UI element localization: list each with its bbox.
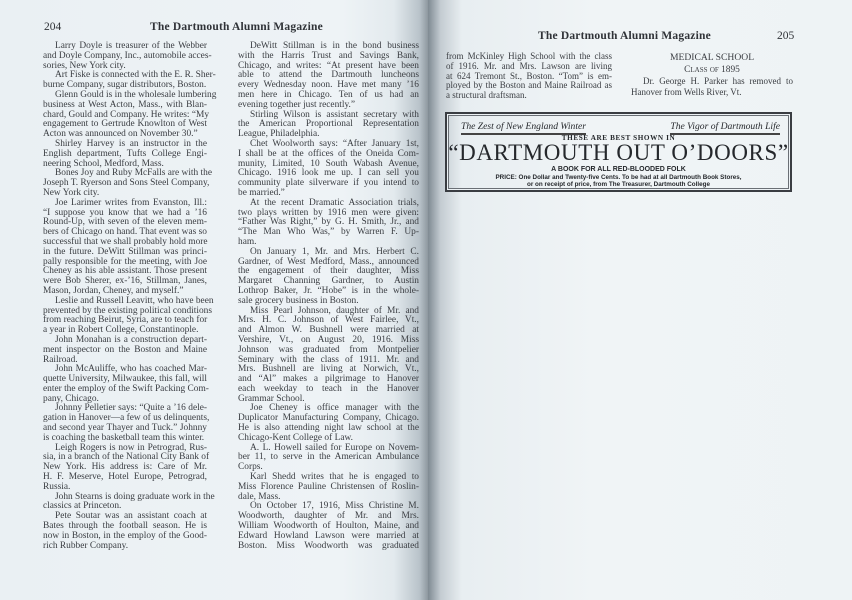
page-number: 205 <box>777 30 795 42</box>
paragraph <box>43 168 213 198</box>
text-line: New York. His address is: Care of Mr. <box>43 462 207 473</box>
text-line: the engagement of their daughter, Miss <box>238 266 419 277</box>
paragraph <box>43 403 210 443</box>
paragraph <box>43 70 216 91</box>
text-line: with the Harris Trust and Savings Bank, <box>238 50 419 61</box>
running-header: The Dartmouth Alumni Magazine <box>150 21 323 33</box>
paragraph <box>238 307 419 405</box>
paragraph <box>238 42 419 111</box>
paragraph <box>238 199 419 248</box>
text-line: Leigh Rogers is now in Petrograd, Rus- <box>55 442 207 453</box>
text-line: in the future. DeWitt Stillman was princi- <box>43 246 207 257</box>
text-line: Seminary with the class of 1911. Mr. and <box>238 354 419 365</box>
paragraph <box>43 295 214 336</box>
text-line: H. F. Meserve, Hotel Europe, Petrograd, <box>43 472 207 483</box>
paragraph <box>238 404 419 443</box>
text-line: “Father Was Right,” by G. H. Smith, Jr., and <box>238 217 419 228</box>
ad-price <box>447 174 790 188</box>
text-line: and “Al” makes a pilgrimage to Hanover <box>238 374 419 385</box>
section-heading: MEDICAL SCHOOL <box>669 52 755 63</box>
text-line: Chicago. 1916 look me up. I can sell you <box>238 168 419 179</box>
text-line: at 624 Tremont St., Boston. “Tom” is em- <box>446 70 612 81</box>
text-line: be married.” <box>238 187 285 198</box>
text-line: from McKinley High School with the class <box>446 51 612 61</box>
paragraph <box>43 491 215 513</box>
text-line: enter the employ of the Swift Packing Com- <box>43 383 209 394</box>
paragraph <box>238 248 419 307</box>
text-line: On October 17, 1916, Miss Christine M. <box>250 501 419 512</box>
paragraph <box>43 442 210 493</box>
text-line: John McAuliffe, who has coached Mar- <box>55 364 207 375</box>
text-line: ployed by the Boston and Maine Railroad as <box>446 80 612 91</box>
paragraph <box>238 111 419 140</box>
text-line: is coaching the basketball team this winter. <box>43 432 205 443</box>
text-line: Lothrop Baker, Jr. “Hobe” is in the whole- <box>238 285 419 296</box>
text-line: community plate silverware if you intend to <box>238 178 419 189</box>
text-line: quette University, Milwaukee, this fall, will <box>43 374 207 385</box>
paragraph <box>43 41 212 71</box>
text-line: I shall be at the offices of the Oneida Com- <box>238 148 419 159</box>
text-line: Glenn Gould is in the wholesale lumbering <box>55 89 217 100</box>
text-line: sale grocery business in Boston. <box>238 295 359 306</box>
text-line: Boston. Miss Woodworth was graduated <box>238 540 419 551</box>
text-line: Mason, Jordan, Cheney, and myself.” <box>43 285 184 296</box>
text-line: “I suppose you know that we had a ’16 <box>43 207 207 218</box>
advertisement-box <box>445 112 792 192</box>
text-line: dale, Mass. <box>238 491 281 502</box>
text-line: from reaching Beirut, Syria, are to teach for <box>43 315 208 326</box>
text-line: Corps. <box>238 462 263 473</box>
page-number: 204 <box>44 21 62 33</box>
text-line: Acton was announced on November 30.” <box>43 129 198 140</box>
text-line: Chet Woolworth says: “After January 1st, <box>250 138 419 149</box>
text-column-2 <box>238 42 419 551</box>
text-line: burne Company, sugar distributors, Boston. <box>43 80 207 91</box>
text-line: “The Man Who Was,” by Warren F. Up- <box>238 227 419 238</box>
paragraph <box>238 502 419 551</box>
text-line: a structural draftsman. <box>446 90 527 101</box>
text-line: prevented by the existing political conditions <box>43 305 212 316</box>
text-line: and Almon W. Bushnell were married at <box>238 325 419 336</box>
ad-tagline-left: The Zest of New England Winter <box>461 121 586 135</box>
text-line: Grammar School. <box>238 393 305 404</box>
text-line: A. L. Howell sailed for Europe on Novem- <box>250 442 419 453</box>
text-line: Stirling Wilson is assistant secretary with <box>250 109 419 120</box>
ad-shown-in: THESE ARE BEST SHOWN IN <box>561 134 676 142</box>
text-line: Railroad. <box>43 354 78 365</box>
text-line: able to attend the Dartmouth luncheons <box>238 70 419 81</box>
text-line: Miss Pearl Johnson, daughter of Mr. and <box>250 305 419 316</box>
text-line: At the recent Dramatic Association trials, <box>250 197 419 208</box>
paragraph <box>43 199 207 297</box>
ad-price-line: or on receipt of price, from The Treasurer, Dartmouth College <box>527 181 710 188</box>
text-line: Bates through the football season. He is <box>43 521 207 532</box>
text-line: Russia. <box>43 481 71 492</box>
text-line: Woodworth, daughter of Mr. and Mrs. <box>238 511 419 522</box>
text-line: League, Philadelphia. <box>238 129 320 140</box>
text-column-1 <box>43 41 217 551</box>
text-line: of 1916. Mr. and Mrs. Lawson are living <box>446 60 612 71</box>
running-header: The Dartmouth Alumni Magazine <box>538 30 711 42</box>
text-line: men here in Chicago. Ten of us had an <box>238 89 419 100</box>
text-line: ber 11, to serve in the American Ambulance <box>238 452 419 463</box>
text-line: ham. <box>238 236 257 247</box>
text-line: He is also attending night law school at the <box>238 423 419 434</box>
text-line: were Bob Sherer, ex-’16, Stillman, Janes, <box>43 276 207 287</box>
continued-column <box>446 52 612 101</box>
text-line: Joe Cheney is office manager with the <box>250 403 419 414</box>
text-line: business at West Acton, Mass., with Blan- <box>43 99 207 110</box>
text-line: Duplicator Manufacturing Company, Chicago. <box>238 413 419 424</box>
text-line: John Stearns is doing graduate work in the <box>55 491 215 502</box>
paragraph <box>43 512 207 551</box>
text-line: On January 1, Mr. and Mrs. Herbert C. <box>250 246 419 257</box>
paragraph <box>43 336 207 365</box>
paragraph <box>43 365 207 404</box>
paragraph <box>238 473 419 502</box>
class-heading: Class of 1895 <box>684 65 740 75</box>
text-line: Miss Florence Pauline Christensen of Roslin- <box>238 481 419 492</box>
text-line: pany, Chicago. <box>43 393 99 404</box>
text-line: Johnson was graduated from Montpelier <box>238 344 419 355</box>
ad-price-line: PRICE: One Dollar and Twenty-five Cents. To be had at all Dartmouth Book Stores, <box>495 174 742 181</box>
paragraph <box>43 140 207 169</box>
text-line: Joseph T. Ryerson and Sons Steel Company, <box>43 178 210 189</box>
text-line: New York city. <box>43 187 100 198</box>
text-line: English department, Tufts College Engi- <box>43 148 207 159</box>
paragraph <box>238 140 419 199</box>
text-line: Margaret Channing Gardner, to Austin <box>238 276 419 287</box>
text-line: engagement to Gertrude Knowlton of West <box>43 119 207 130</box>
text-line: Dr. George H. Parker has removed to <box>643 76 793 86</box>
text-line: Vershire, Vt., on August 20, 1916. Miss <box>238 334 419 345</box>
text-line: gation in Hanover—a few of us delinquents, <box>43 413 210 424</box>
text-line: sories, New York city. <box>43 60 126 71</box>
text-line: Cheney as his able assistant. Those present <box>43 266 207 277</box>
text-line: Mrs. H. C. Johnson of West Fairlee, Vt., <box>238 315 419 326</box>
text-line: each weekday to teach in the Hanover <box>238 383 419 394</box>
text-line: William Woodworth of Houlton, Maine, and <box>238 521 419 532</box>
ad-tagline-right: The Vigor of Dartmouth Life <box>670 121 780 135</box>
text-line: John Monahan is a construction depart- <box>55 334 207 345</box>
paragraph <box>238 444 419 473</box>
text-line: a year in Robert College, Constantinople. <box>43 325 199 336</box>
text-line: Edward Howland Lawson were married at <box>238 530 419 541</box>
text-line: evening together just recently.” <box>238 99 356 110</box>
text-line: Hanover from Wells River, Vt. <box>631 87 742 97</box>
text-line: Shirley Harvey is an instructor in the <box>55 138 207 149</box>
text-line: the American Proportional Representation <box>238 119 419 130</box>
text-line: neering School, Medford, Mass. <box>43 158 164 169</box>
ad-subtitle: A BOOK FOR ALL RED-BLOODED FOLK <box>551 166 686 173</box>
paragraph <box>446 52 612 101</box>
text-line: Chicago, and writes: “At present have been <box>238 60 419 71</box>
text-line: two plays written by 1916 men were given: <box>238 207 419 218</box>
text-line: successful that we shall probably hold more <box>43 236 208 247</box>
text-line: Art Fiske is connected with the E. R. Sher- <box>55 70 216 81</box>
text-line: and Doyle Company, Inc., automobile acces- <box>43 50 212 61</box>
text-line: rich Rubber Company. <box>43 540 129 551</box>
text-line: ment inspector on the Boston and Maine <box>43 344 207 355</box>
text-line: classics at Princeton. <box>43 501 122 512</box>
text-line: Mrs. Bushnell are living at Norwich, Vt., <box>238 364 419 375</box>
text-line: Pete Soutar was an assistant coach at <box>55 511 207 522</box>
paragraph <box>43 89 217 140</box>
text-line: Larry Doyle is treasurer of the Webber <box>55 41 207 51</box>
text-line: chard, Gould and Company. He writes: “My <box>43 109 210 120</box>
text-line: Leslie and Russell Leavitt, who have been <box>55 295 214 306</box>
text-line: munity, Limited, 10 South Wabash Avenue, <box>238 158 419 169</box>
text-line: pally responsible for the meeting, with Joe <box>43 256 207 267</box>
text-line: Chicago-Kent College of Law. <box>238 432 353 443</box>
text-line: bers of Chicago on hand. That event was so <box>43 227 207 238</box>
text-line: Joe Larimer writes from Evanston, Ill.: <box>55 197 207 208</box>
medical-school-section <box>631 52 793 98</box>
text-line: and second year Thayer and Tuck.” Johnny <box>43 423 207 434</box>
ad-title: “DARTMOUTH OUT O’DOORS” <box>448 140 789 165</box>
text-line: now in Boston, in the employ of the Good- <box>43 530 207 541</box>
text-line: Bones Joy and Ruby McFalls are with the <box>55 168 213 179</box>
text-line: Round-Up, with seven of the eleven mem- <box>43 217 207 228</box>
text-line: DeWitt Stillman is in the bond business <box>250 41 419 51</box>
text-line: Johnny Pelletier says: “Quite a ’16 dele- <box>55 403 207 414</box>
text-line: sia, in a branch of the National City Bank of <box>43 452 210 463</box>
text-line: Karl Shedd writes that he is engaged to <box>250 472 419 483</box>
text-line: every Wednesday noon. Have met many ’16 <box>238 80 419 91</box>
text-line: Gardner, of West Medford, Mass., announced <box>238 256 419 267</box>
